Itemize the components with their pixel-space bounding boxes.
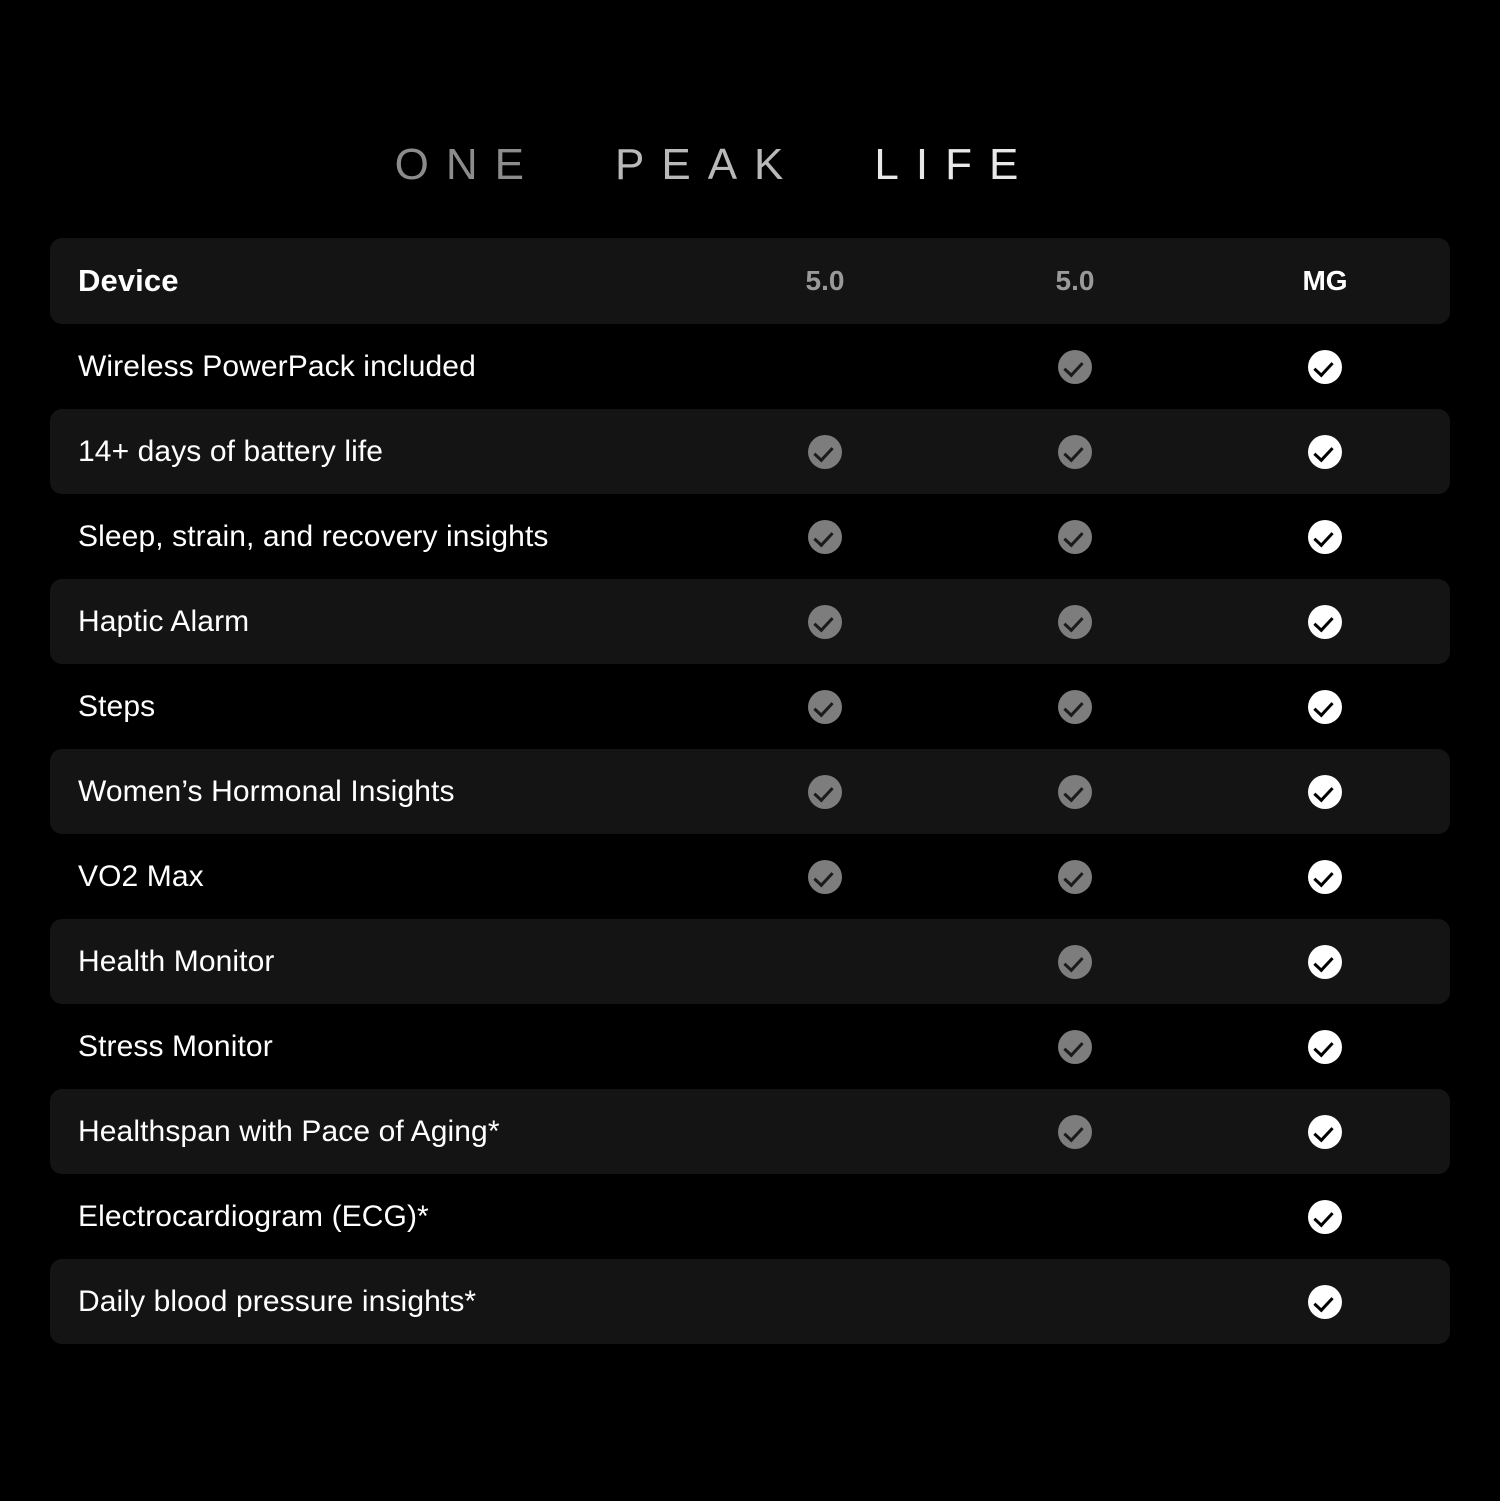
table-header-row — [50, 238, 1450, 324]
check-icon — [1308, 860, 1342, 894]
feature-label: Stress Monitor — [78, 1029, 273, 1063]
check-icon — [808, 775, 842, 809]
feature-cell-col-1 — [700, 1285, 950, 1319]
table-header-col-1 — [700, 265, 950, 297]
table-row — [50, 579, 1450, 664]
feature-label: Daily blood pressure insights* — [78, 1284, 477, 1318]
feature-cell-col-1 — [700, 1200, 950, 1234]
brand-word-peak: PEAK — [615, 140, 801, 189]
feature-comparison-table — [50, 238, 1450, 1344]
feature-cell-col-1 — [700, 350, 950, 384]
check-icon — [1058, 1030, 1092, 1064]
check-icon — [808, 605, 842, 639]
feature-cell-col-3 — [1200, 775, 1450, 809]
feature-cell-col-1 — [700, 520, 950, 554]
feature-cell-col-1 — [700, 1030, 950, 1064]
feature-label: 14+ days of battery life — [78, 434, 384, 468]
check-icon — [1308, 1200, 1342, 1234]
feature-cell-col-3 — [1200, 350, 1450, 384]
feature-cell-col-3 — [1200, 945, 1450, 979]
feature-cell-col-3 — [1200, 1115, 1450, 1149]
feature-cell-col-1 — [700, 775, 950, 809]
feature-cell-col-3 — [1200, 860, 1450, 894]
feature-cell-col-2 — [950, 1115, 1200, 1149]
feature-cell-col-2 — [950, 945, 1200, 979]
check-icon — [1058, 520, 1092, 554]
feature-cell-col-2 — [950, 520, 1200, 554]
table-header-col-3 — [1200, 265, 1450, 297]
feature-label: Wireless PowerPack included — [78, 349, 476, 383]
feature-cell-col-3 — [1200, 435, 1450, 469]
empty-cell-marker — [808, 1285, 842, 1319]
table-header-col-2 — [950, 265, 1200, 297]
empty-cell-marker — [808, 1115, 842, 1149]
check-icon — [1308, 775, 1342, 809]
feature-label: Sleep, strain, and recovery insights — [78, 519, 549, 553]
check-icon — [1308, 1030, 1342, 1064]
feature-cell-col-3 — [1200, 1200, 1450, 1234]
column-title-50-b: 5.0 — [1055, 265, 1095, 296]
check-icon — [1058, 860, 1092, 894]
column-title-mg: MG — [1302, 265, 1348, 296]
check-icon — [808, 860, 842, 894]
empty-cell-marker — [808, 1200, 842, 1234]
check-icon — [1308, 690, 1342, 724]
check-icon — [1058, 605, 1092, 639]
check-icon — [1058, 690, 1092, 724]
feature-label: VO2 Max — [78, 859, 204, 893]
feature-cell-col-3 — [1200, 520, 1450, 554]
check-icon — [1058, 350, 1092, 384]
column-title-50-a: 5.0 — [805, 265, 845, 296]
table-row — [50, 919, 1450, 1004]
table-row — [50, 409, 1450, 494]
check-icon — [808, 690, 842, 724]
table-row — [50, 1259, 1450, 1344]
brand-wordmark — [395, 140, 1036, 190]
check-icon — [1308, 350, 1342, 384]
feature-label: Electrocardiogram (ECG)* — [78, 1199, 429, 1233]
check-icon — [1308, 520, 1342, 554]
table-row — [50, 324, 1450, 409]
table-row — [50, 1004, 1450, 1089]
feature-cell-col-2 — [950, 1030, 1200, 1064]
check-icon — [1308, 945, 1342, 979]
feature-cell-col-2 — [950, 1285, 1200, 1319]
table-header-device-label: Device — [78, 263, 179, 298]
feature-cell-col-1 — [700, 435, 950, 469]
check-icon — [1308, 605, 1342, 639]
table-row — [50, 834, 1450, 919]
brand-header — [0, 140, 1500, 190]
feature-cell-col-1 — [700, 860, 950, 894]
empty-cell-marker — [808, 1030, 842, 1064]
table-row — [50, 749, 1450, 834]
feature-cell-col-1 — [700, 1115, 950, 1149]
empty-cell-marker — [1058, 1200, 1092, 1234]
check-icon — [1308, 435, 1342, 469]
feature-cell-col-3 — [1200, 605, 1450, 639]
feature-cell-col-2 — [950, 435, 1200, 469]
feature-cell-col-3 — [1200, 1285, 1450, 1319]
feature-label: Steps — [78, 689, 156, 723]
feature-label: Haptic Alarm — [78, 604, 250, 638]
feature-cell-col-1 — [700, 945, 950, 979]
brand-word-life: LIFE — [874, 140, 1036, 189]
table-row — [50, 1089, 1450, 1174]
check-icon — [1058, 435, 1092, 469]
empty-cell-marker — [808, 945, 842, 979]
feature-label: Health Monitor — [78, 944, 275, 978]
brand-word-one: ONE — [394, 140, 542, 189]
feature-cell-col-2 — [950, 690, 1200, 724]
feature-label: Women’s Hormonal Insights — [78, 774, 455, 808]
table-row — [50, 494, 1450, 579]
empty-cell-marker — [1058, 1285, 1092, 1319]
table-row — [50, 664, 1450, 749]
feature-label: Healthspan with Pace of Aging* — [78, 1114, 500, 1148]
check-icon — [808, 435, 842, 469]
table-row — [50, 1174, 1450, 1259]
check-icon — [1058, 775, 1092, 809]
feature-cell-col-2 — [950, 775, 1200, 809]
feature-cell-col-1 — [700, 690, 950, 724]
feature-cell-col-2 — [950, 860, 1200, 894]
table-rows — [50, 324, 1450, 1344]
check-icon — [1058, 1115, 1092, 1149]
check-icon — [1308, 1285, 1342, 1319]
check-icon — [1058, 945, 1092, 979]
check-icon — [808, 520, 842, 554]
empty-cell-marker — [808, 350, 842, 384]
feature-cell-col-3 — [1200, 1030, 1450, 1064]
feature-cell-col-1 — [700, 605, 950, 639]
feature-cell-col-2 — [950, 605, 1200, 639]
feature-cell-col-2 — [950, 350, 1200, 384]
feature-cell-col-2 — [950, 1200, 1200, 1234]
check-icon — [1308, 1115, 1342, 1149]
feature-cell-col-3 — [1200, 690, 1450, 724]
